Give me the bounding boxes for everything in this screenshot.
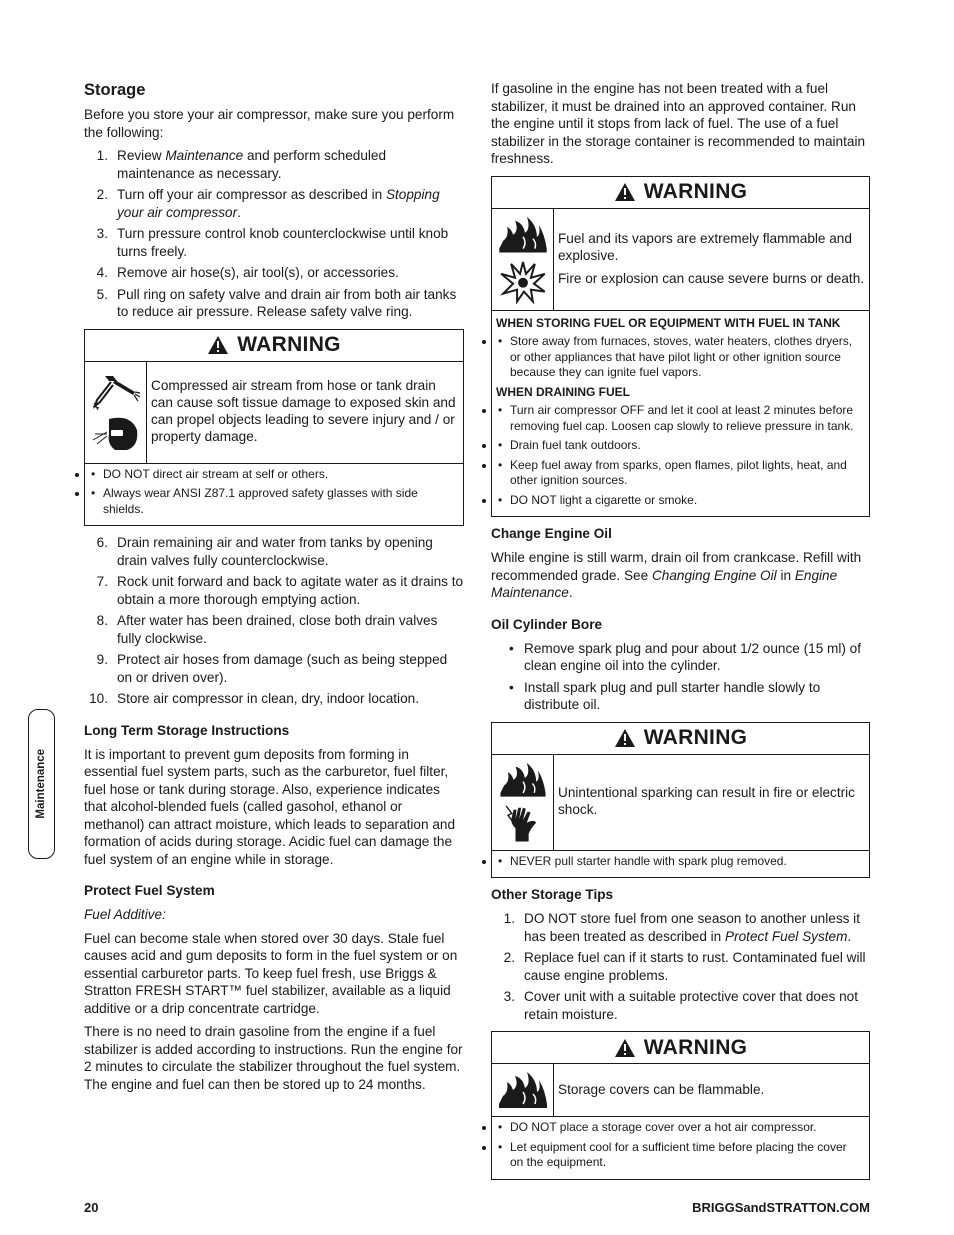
bullet-icon: • • (498, 438, 503, 452)
list-number: 2. (503, 950, 515, 965)
warning-text (147, 362, 463, 463)
warning-header (492, 723, 869, 755)
fuel-stale-text: Fuel can become stale when stored over 30 days. Stale fuel causes acid and gum deposits to form in the fuel system or on essential carburetor parts. To keep fuel fresh, use Briggs & Stratton FRESH START™ fuel stabilizer, available as a liquid additive or a drip concentrate cartridge. (84, 930, 458, 1016)
warning-triangle-icon (614, 1038, 636, 1058)
warning-icons (85, 362, 147, 463)
warning-icons (492, 209, 554, 310)
change-oil-heading: Change Engine Oil (491, 526, 612, 541)
air-stream-icon (91, 372, 141, 410)
warning-bullet: • • NEVER pull starter handle with spark plug removed. (496, 854, 863, 870)
list-item (84, 534, 464, 569)
untreated-fuel-text: If gasoline in the engine has not been treated with a fuel stabilizer, it must be drained into an approved container. Run the engine until it stops from lack of fuel. The use of a fuel stabilizer in the storage container is recommended to maintain freshness. (491, 81, 866, 166)
bullet-item: • Install spark plug and pull starter handle slowly to distribute oil. (509, 679, 821, 712)
warning-label: WARNING (237, 333, 341, 357)
storage-heading: Storage (84, 81, 146, 99)
warning-box-fuel (491, 176, 870, 518)
warning-body-1: Fuel and its vapors are extremely flammable and explosive. (558, 230, 852, 263)
list-number: 2. (96, 187, 108, 202)
list-item (84, 612, 464, 647)
warning-triangle-icon (207, 335, 229, 355)
list-text: Protect air hoses from damage (such as being stepped on or driven over). (117, 652, 448, 685)
other-tips-heading: Other Storage Tips (491, 887, 614, 902)
footer-website: BRIGGSandSTRATTON.COM (692, 1200, 870, 1215)
warning-bullets (492, 851, 869, 878)
list-text: Remove air hose(s), air tool(s), or accessories. (117, 265, 399, 280)
list-text: Pull ring on safety valve and drain air from both air tanks to reduce air pressure. Release safety valve ring. (117, 286, 457, 319)
bullet-icon: • • (498, 1120, 503, 1134)
list-item (491, 910, 870, 945)
list-text: Replace fuel can if it starts to rust. Contaminated fuel will cause engine problems. (524, 950, 866, 983)
warning-icons (492, 1064, 554, 1116)
list-number: 1. (503, 911, 515, 926)
bullet-icon: • (509, 640, 514, 656)
list-text: Turn off your air compressor as described in Stopping your air compressor. (117, 187, 440, 220)
section-tab-maintenance (28, 709, 55, 859)
list-number: 3. (96, 226, 108, 241)
change-oil-text: While engine is still warm, drain oil from crankcase. Refill with recommended grade. See Changing Engine Oil in Engine Maintenance. (491, 550, 862, 600)
bullet-icon: • • (498, 1139, 503, 1154)
list-number: 4. (96, 265, 108, 280)
long-term-text: It is important to prevent gum deposits from forming in essential fuel system parts, such as the carburetor, fuel filter, fuel hose or tank during storage. Also, experience indicates that alcohol-blended fuels (called gasohol, ethanol or methanol) can attract moisture, which leads to separation and formation of acids during storage. Acidic fuel can damage the fuel system of an engine while in storage. (84, 746, 456, 867)
oil-bore-bullets (491, 640, 870, 714)
list-text: Review Maintenance and perform scheduled maintenance as necessary. (117, 148, 387, 181)
left-column (84, 80, 464, 1099)
bullet-icon: • • (498, 403, 503, 417)
bullet-icon: • • (498, 457, 503, 472)
warning-triangle-icon (614, 182, 636, 202)
storage-steps-b (84, 534, 464, 708)
warning-box-sparking (491, 722, 870, 879)
warning-bullet: • • Always wear ANSI Z87.1 approved safety glasses with side shields. (89, 486, 457, 517)
warning-text (554, 755, 869, 850)
list-text: DO NOT store fuel from one season to another unless it has been treated as described in Protect Fuel System. (524, 911, 860, 944)
list-number: 8. (96, 613, 108, 628)
warning-body-2: Fire or explosion can cause severe burns or death. (558, 270, 865, 286)
bullet-icon: • (509, 679, 514, 695)
list-item (84, 573, 464, 608)
list-text: Drain remaining air and water from tanks by opening drain valves fully counterclockwise. (117, 535, 433, 568)
warning-bullet: • • Turn air compressor OFF and let it cool at least 2 minutes before removing fuel cap. Loosen cap slowly to relieve pressure in tank. (496, 403, 863, 434)
list-text: Cover unit with a suitable protective cover that does not retain moisture. (524, 989, 858, 1022)
warning-bullets (492, 1117, 869, 1179)
fire-icon (497, 215, 549, 255)
bullet-icon: • • (498, 853, 503, 868)
warning-caption-draining: WHEN DRAINING FUEL (496, 384, 630, 399)
list-number: 9. (96, 652, 108, 667)
list-item (84, 186, 464, 221)
warning-text (554, 209, 869, 310)
no-drain-text: There is no need to drain gasoline from the engine if a fuel stabilizer is added according to instructions. Run the engine for 2 minutes to circulate the stabilizer throughout the fuel system. The engine and fuel can then be stored up to 24 months. (84, 1024, 463, 1092)
list-item (84, 225, 464, 260)
warning-body: Storage covers can be flammable. (558, 1081, 765, 1097)
list-number: 3. (503, 989, 515, 1004)
section-tab-label: Maintenance (34, 749, 47, 819)
bullet-item: • Remove spark plug and pour about 1/2 ounce (15 ml) of clean engine oil into the cylinder. (509, 640, 862, 673)
fuel-additive-label: Fuel Additive: (84, 907, 166, 922)
bullet-icon: • • (498, 492, 503, 507)
explosion-icon (499, 260, 547, 303)
list-text: Store air compressor in clean, dry, indoor location. (117, 691, 419, 706)
fire-icon (497, 761, 549, 799)
warning-icons (492, 755, 554, 850)
list-text: After water has been drained, close both drain valves fully clockwise. (117, 613, 438, 646)
warning-label: WARNING (643, 1035, 748, 1059)
page-number: 20 (84, 1200, 99, 1215)
list-number: 6. (96, 535, 108, 550)
warning-bullets (85, 464, 463, 526)
list-text: Rock unit forward and back to agitate water as it drains to obtain a more thorough emptying action. (117, 574, 464, 607)
list-item (84, 264, 464, 282)
right-column (491, 80, 870, 1188)
warning-box-compressed-air (84, 329, 464, 527)
warning-bullets (492, 311, 869, 517)
warning-bullet: • • Store away from furnaces, stoves, water heaters, clothes dryers, or other appliances that have pilot light or other ignition source because they can ignite fuel vapors. (496, 334, 863, 381)
other-tips-steps (491, 910, 870, 1023)
list-item (84, 690, 464, 708)
bullet-icon: • • (91, 466, 96, 481)
long-term-heading: Long Term Storage Instructions (84, 722, 290, 738)
warning-header (85, 330, 463, 362)
warning-bullet: • • Drain fuel tank outdoors. (496, 438, 863, 454)
protect-fuel-heading: Protect Fuel System (84, 883, 215, 898)
list-item (84, 147, 464, 182)
warning-bullet: • • DO NOT direct air stream at self or others. (89, 467, 457, 483)
warning-box-covers (491, 1031, 870, 1180)
warning-header (492, 1032, 869, 1064)
storage-steps-a (84, 147, 464, 321)
fire-icon (497, 1070, 549, 1110)
warning-body: Compressed air stream from hose or tank drain can cause soft tissue damage to exposed skin and can propel objects leading to severe injury and / or property damage. (151, 378, 456, 444)
electric-shock-icon (503, 804, 543, 843)
list-number: 1. (96, 148, 108, 163)
warning-bullet: • • DO NOT place a storage cover over a hot air compressor. (496, 1120, 863, 1136)
list-item (84, 651, 464, 686)
storage-intro: Before you store your air compressor, make sure you perform the following: (84, 107, 455, 140)
list-number: 5. (96, 286, 108, 302)
list-item (84, 286, 464, 321)
warning-label: WARNING (643, 726, 748, 750)
warning-body: Unintentional sparking can result in fire or electric shock. (558, 785, 855, 817)
list-number: 7. (96, 574, 108, 589)
eye-protection-icon (91, 416, 141, 452)
warning-caption-storing: WHEN STORING FUEL OR EQUIPMENT WITH FUEL IN TANK (496, 315, 841, 330)
warning-bullet: • • DO NOT light a cigarette or smoke. (496, 493, 863, 509)
oil-bore-heading: Oil Cylinder Bore (491, 616, 603, 632)
warning-bullet: • • Keep fuel away from sparks, open flames, pilot lights, heat, and other ignition sources. (496, 458, 863, 489)
warning-text (554, 1064, 869, 1116)
list-item (491, 949, 870, 984)
bullet-icon: • • (498, 334, 503, 348)
bullet-icon: • • (91, 486, 96, 500)
list-text: Turn pressure control knob counterclockwise until knob turns freely. (117, 226, 449, 259)
warning-bullet: • • Let equipment cool for a sufficient time before placing the cover on the equipment. (496, 1140, 863, 1171)
list-item (491, 988, 870, 1023)
list-number: 10. (89, 691, 108, 706)
warning-header (492, 177, 869, 209)
warning-label: WARNING (643, 180, 748, 204)
warning-triangle-icon (614, 728, 636, 748)
